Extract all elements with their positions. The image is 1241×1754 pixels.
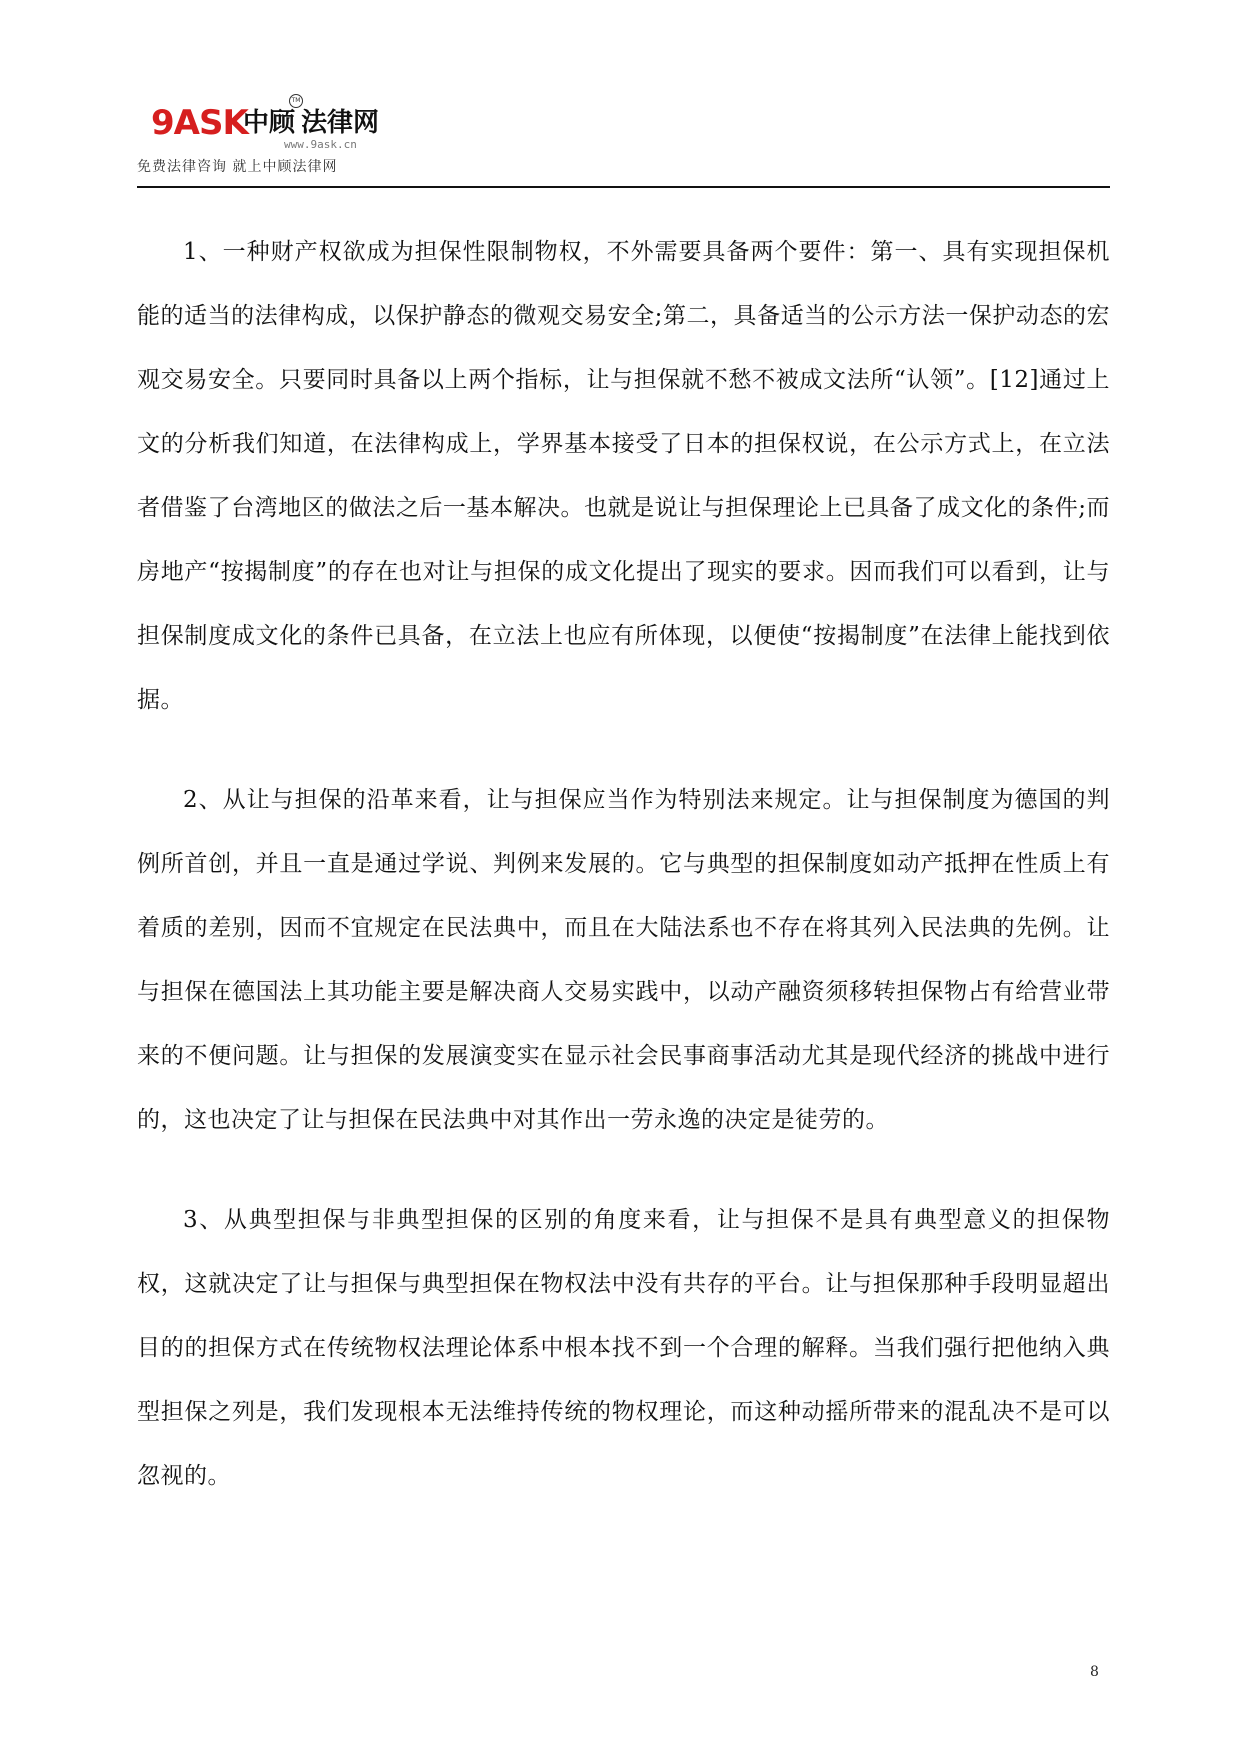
page-header xyxy=(137,92,1117,184)
logo-law: 法律网 xyxy=(301,108,380,138)
logo-mark: 9ASK xyxy=(151,103,248,143)
document-body xyxy=(137,220,1110,1544)
header-rule xyxy=(137,186,1110,188)
page-number: 8 xyxy=(1090,1664,1099,1680)
logo-slogan: 免费法律咨询 就上中顾法律网 xyxy=(137,159,338,175)
paragraph-3: 3、从典型担保与非典型担保的区别的角度来看，让与担保不是具有典型意义的担保物权，这就决定了让与担保与典型担保在物权法中没有共存的平台。让与担保那种手段明显超出目的的担保方式在传统物权法理论体系中根本找不到一个合理的解释。当我们强行把他纳入典型担保之列是，我们发现根本无法维持传统的物权理论，而这种动摇所带来的混乱决不是可以忽视的。 xyxy=(137,1207,1110,1489)
logo-brand: 中顾 xyxy=(243,108,296,138)
trademark-icon: TM xyxy=(289,94,303,108)
paragraph-1: 1、一种财产权欲成为担保性限制物权，不外需要具备两个要件：第一、具有实现担保机能的适当的法律构成，以保护静态的微观交易安全;第二，具备适当的公示方法一保护动态的宏观交易安全。只要同时具备以上两个指标，让与担保就不愁不被成文法所“认领”。[12]通过上文的分析我们知道，在法律构成上，学界基本接受了日本的担保权说，在公示方式上，在立法者借鉴了台湾地区的做法之后一基本解决。也就是说让与担保理论上已具备了成文化的条件;而房地产“按揭制度”的存在也对让与担保的成文化提出了现实的要求。因而我们可以看到，让与担保制度成文化的条件已具备，在立法上也应有所体现，以便使“按揭制度”在法律上能找到依据。 xyxy=(137,239,1110,713)
paragraph-2: 2、从让与担保的沿革来看，让与担保应当作为特别法来规定。让与担保制度为德国的判例所首创，并且一直是通过学说、判例来发展的。它与典型的担保制度如动产抵押在性质上有着质的差别，因而不宜规定在民法典中，而且在大陆法系也不存在将其列入民法典的先例。让与担保在德国法上其功能主要是解决商人交易实践中，以动产融资须移转担保物占有给营业带来的不便问题。让与担保的发展演变实在显示社会民事商事活动尤其是现代经济的挑战中进行的，这也决定了让与担保在民法典中对其作出一劳永逸的决定是徒劳的。 xyxy=(137,787,1110,1133)
logo-url: www.9ask.cn xyxy=(284,138,357,151)
logo-name xyxy=(243,108,379,138)
site-logo xyxy=(137,92,437,182)
